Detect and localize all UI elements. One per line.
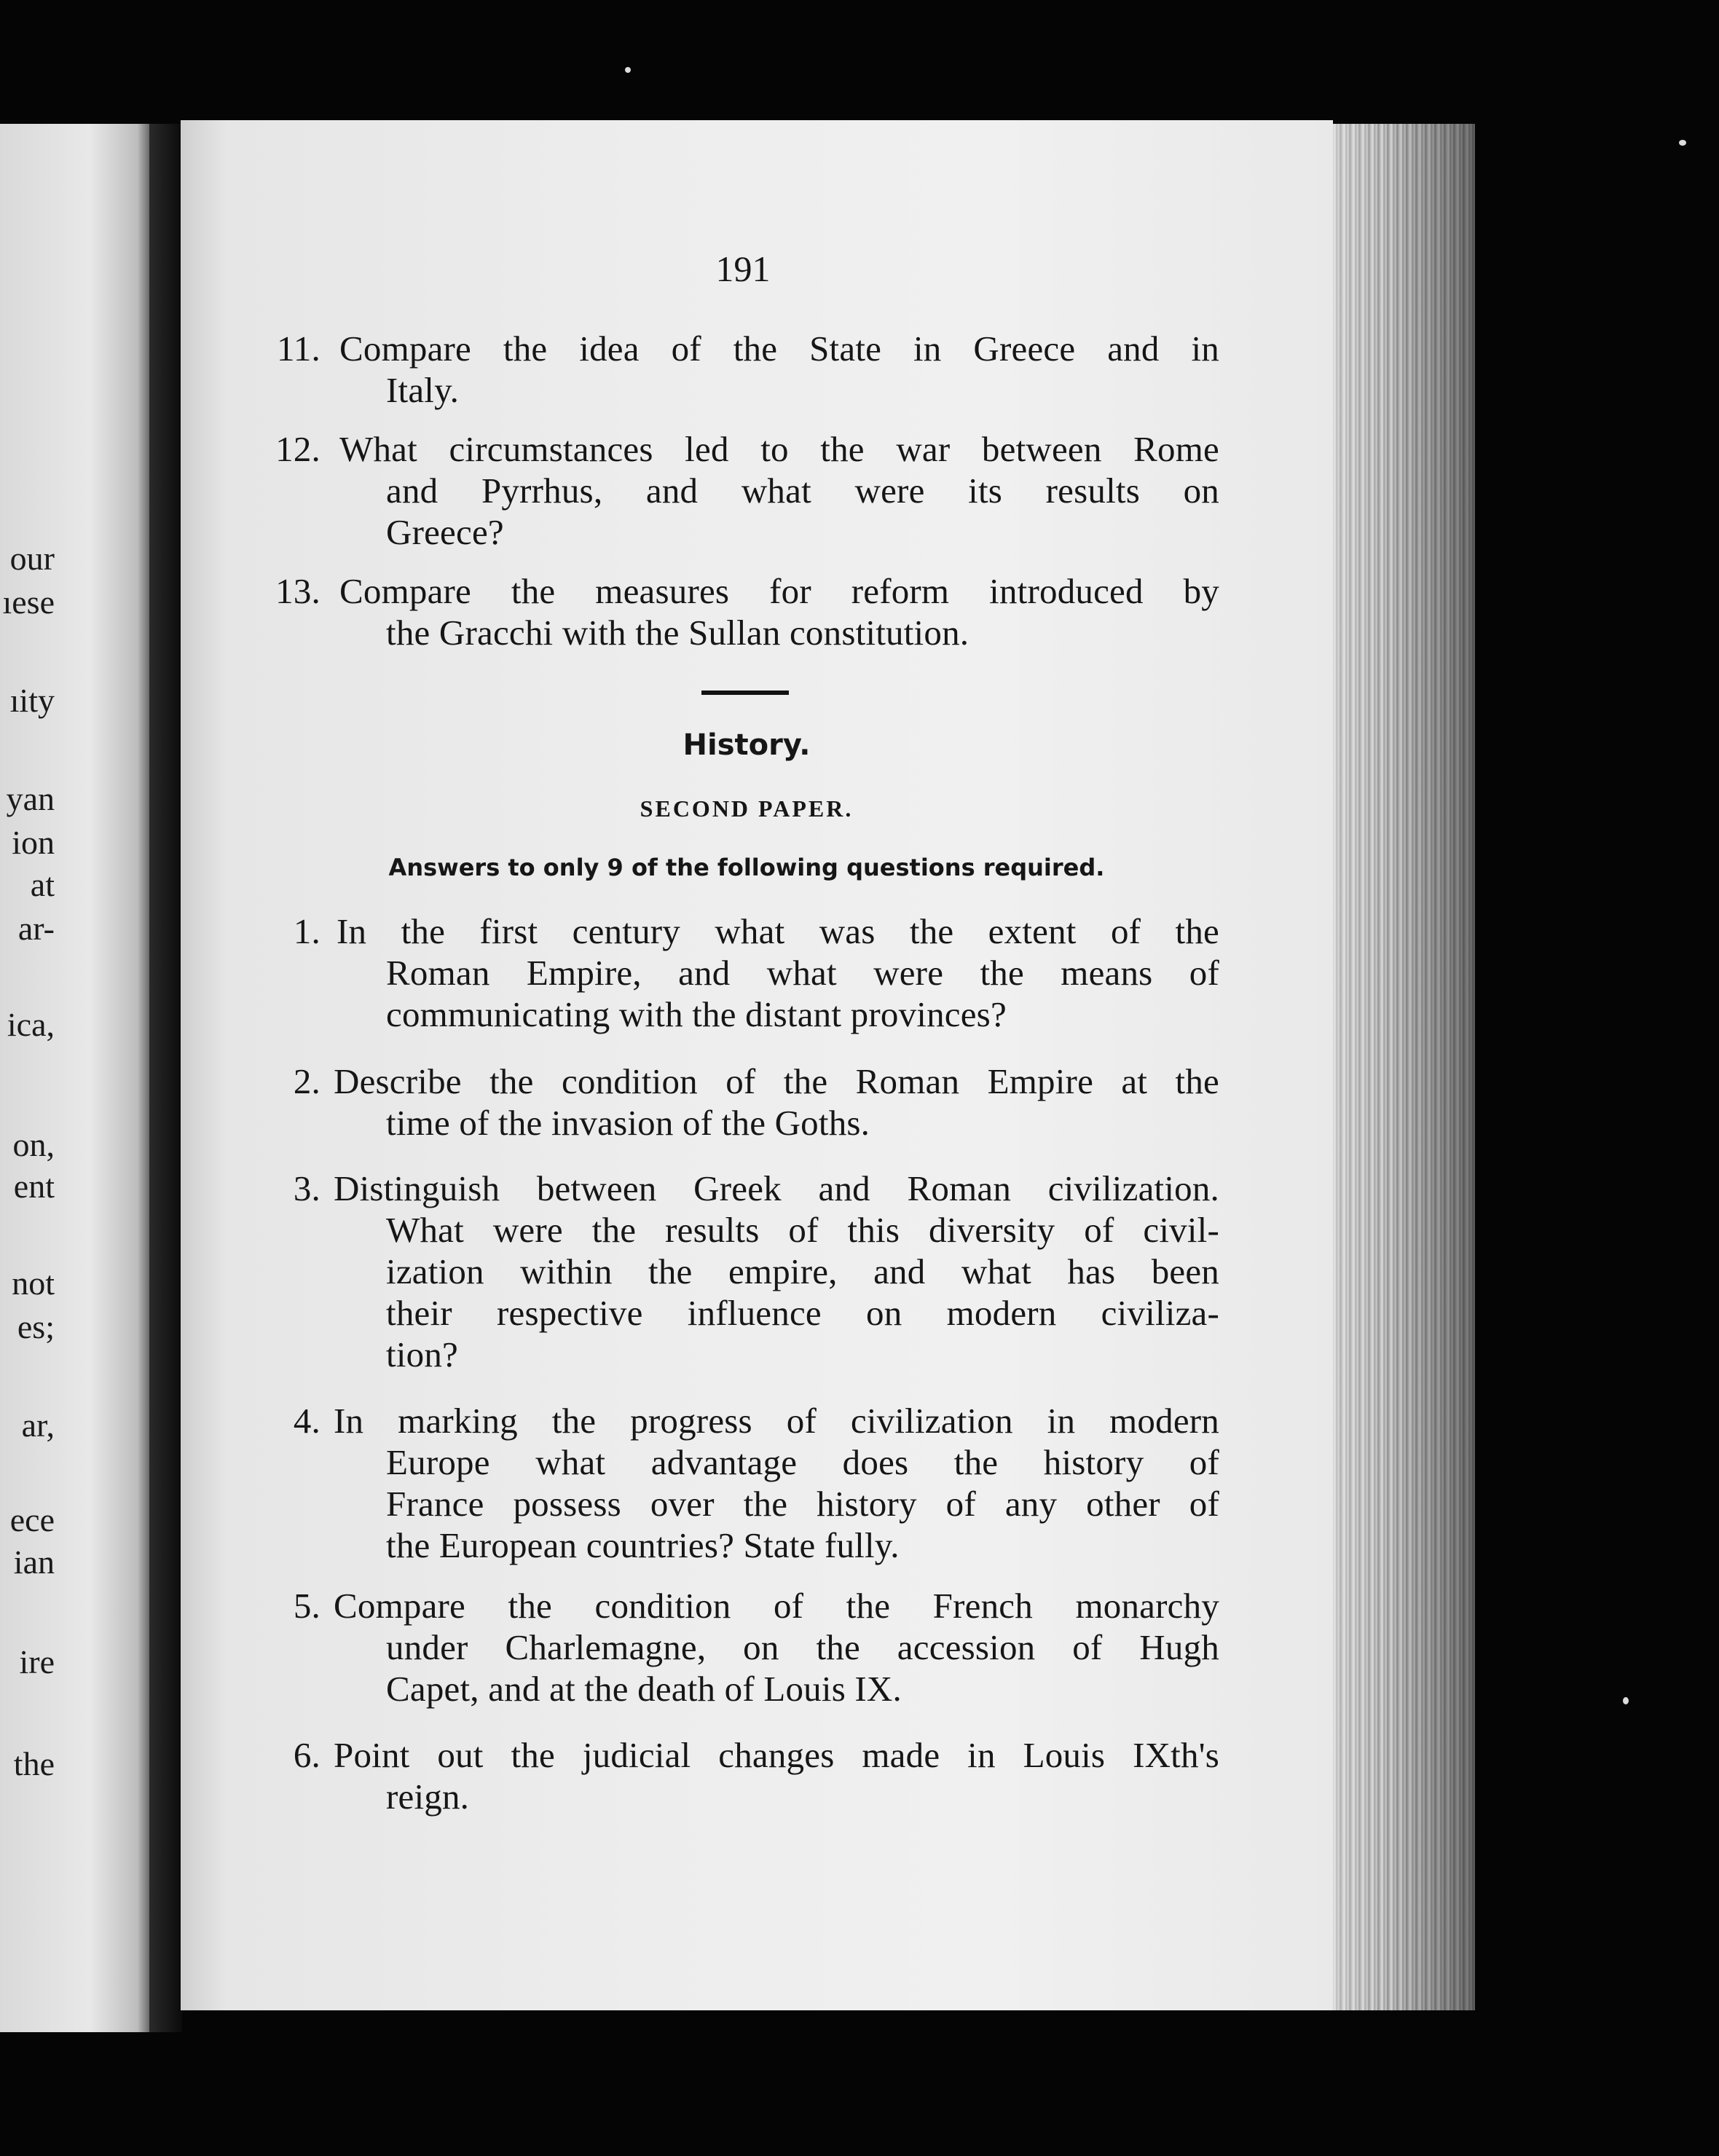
question-line-wrap <box>386 1292 1219 1334</box>
question-line: and Pyrrhus, and what were its results on <box>386 471 1219 511</box>
facing-page-word: ıity <box>9 682 55 719</box>
section-title: History. <box>683 728 811 762</box>
question-line: France possess over the history of any other of <box>386 1484 1219 1524</box>
question-line: What circumstances led to the war between Rome <box>339 429 1219 469</box>
facing-page-fragment <box>0 124 149 2032</box>
book-gutter <box>149 124 182 2032</box>
facing-page-word: ire <box>19 1643 55 1680</box>
question-line: Compare the measures for reform introduced by <box>339 571 1219 611</box>
question-line: Greece? <box>386 512 504 552</box>
question-2 <box>334 1061 1219 1102</box>
question-line: reign. <box>386 1777 470 1817</box>
question-line-wrap <box>386 1441 1219 1483</box>
facing-page-word: ica, <box>7 1006 55 1043</box>
question-line: In the first century what was the extent of the <box>337 911 1219 951</box>
facing-page-word: ar, <box>21 1406 55 1444</box>
question-line: the European countries? State fully. <box>386 1525 900 1565</box>
question-5 <box>334 1585 1219 1626</box>
scan-speck <box>625 67 631 73</box>
question-number: 13. <box>275 571 320 611</box>
question-line: tion? <box>386 1334 458 1374</box>
question-line: under Charlemagne, on the accession of Hugh <box>386 1627 1219 1667</box>
question-line: Point out the judicial changes made in Louis IXth's <box>334 1735 1219 1775</box>
facing-page-word: yan <box>6 780 55 817</box>
question-line: their respective influence on modern civiliza- <box>386 1293 1219 1333</box>
facing-page-word: ent <box>13 1168 55 1205</box>
facing-page-word: ion <box>12 824 55 861</box>
scan-speck <box>1623 1697 1629 1704</box>
facing-page-word: es; <box>17 1308 55 1345</box>
question-11 <box>339 328 1219 369</box>
section-divider <box>701 691 789 695</box>
page-edges-shading <box>1333 124 1475 2010</box>
question-12 <box>339 428 1219 470</box>
scan-speck <box>1679 140 1686 146</box>
facing-page-word: the <box>13 1745 55 1782</box>
question-line: Describe the condition of the Roman Empire at the <box>334 1061 1219 1101</box>
question-line: Europe what advantage does the history of <box>386 1442 1219 1482</box>
question-line: Compare the idea of the State in Greece and in <box>339 328 1219 369</box>
question-number: 12. <box>275 429 320 469</box>
question-number: 1. <box>293 911 320 951</box>
facing-page-word: ar- <box>17 910 55 947</box>
question-number: 2. <box>293 1061 320 1101</box>
question-line: Roman Empire, and what were the means of <box>386 953 1219 993</box>
section-instruction: Answers to only 9 of the following questions required. <box>388 854 1105 881</box>
question-line: In marking the progress of civilization in modern <box>334 1401 1219 1441</box>
facing-page-word: ece <box>9 1501 55 1538</box>
question-number: 5. <box>293 1586 320 1626</box>
question-number: 4. <box>293 1401 320 1441</box>
question-line-wrap <box>386 470 1219 511</box>
question-line: ization within the empire, and what has been <box>386 1251 1219 1291</box>
question-number: 3. <box>293 1168 320 1208</box>
question-number: 11. <box>276 328 320 369</box>
facing-page-word: on, <box>12 1126 55 1163</box>
question-line-wrap <box>386 1251 1219 1292</box>
question-line-wrap <box>386 1483 1219 1524</box>
section-subtitle: SECOND PAPER. <box>640 795 854 822</box>
question-number: 6. <box>293 1735 320 1775</box>
facing-page-word: our <box>9 540 55 577</box>
question-line: Compare the condition of the French monarchy <box>334 1586 1219 1626</box>
question-line-wrap <box>386 952 1219 994</box>
question-13 <box>339 570 1219 612</box>
question-line: the Gracchi with the Sullan constitution. <box>386 613 969 653</box>
question-line-wrap <box>386 1209 1219 1251</box>
question-line: What were the results of this diversity of civil- <box>386 1210 1219 1250</box>
facing-page-word: ıese <box>2 583 55 621</box>
facing-page-word: at <box>30 866 55 903</box>
question-6 <box>334 1734 1219 1776</box>
question-line: Distinguish between Greek and Roman civilization. <box>334 1168 1219 1208</box>
facing-page-word: ian <box>13 1543 55 1581</box>
question-4 <box>334 1400 1219 1441</box>
question-line-wrap <box>386 1626 1219 1668</box>
question-line: Capet, and at the death of Louis IX. <box>386 1669 902 1709</box>
page-number: 191 <box>715 248 771 289</box>
question-line: communicating with the distant provinces? <box>386 994 1007 1034</box>
question-line: Italy. <box>386 370 460 410</box>
question-line: time of the invasion of the Goths. <box>386 1103 870 1143</box>
question-1 <box>337 910 1219 952</box>
facing-page-word: not <box>12 1264 55 1302</box>
question-3 <box>334 1168 1219 1209</box>
